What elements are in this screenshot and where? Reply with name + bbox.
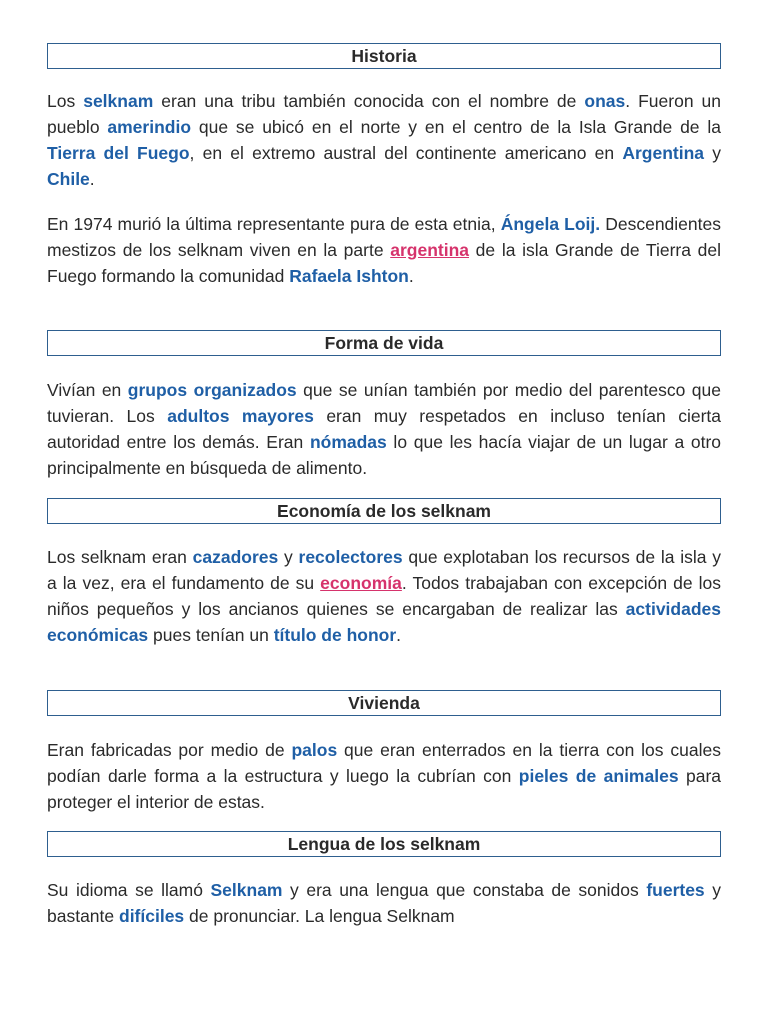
paragraph-historia-1: Los selknam eran una tribu también conocida con el nombre de onas. Fueron un pueblo amerindio que se ubicó en el norte y en el centro de la Isla Grande de la Tierra del Fuego, en el extremo austral del continente americano en Argentina y Chile.	[47, 91, 722, 189]
section-heading-vivienda: Vivienda	[47, 690, 721, 716]
paragraph-economia: Los selknam eran cazadores y recolectores que explotaban los recursos de la isla y a la vez, era el fundamento de su economía. Todos trabajaban con excepción de los niños pequeños y los ancianos quienes se encargaban de realizar las actividades económicas pues tenían un título de honor.	[47, 547, 721, 645]
highlight-term: amerindio	[107, 117, 192, 137]
highlight-term: grupos organizados	[127, 380, 297, 400]
highlight-term: adultos mayores	[167, 406, 314, 426]
highlight-term: onas	[584, 91, 626, 111]
paragraph-lengua: Su idioma se llamó Selknam y era una lengua que constaba de sonidos fuertes y bastante difíciles de pronunciar. La lengua Selknam	[47, 880, 721, 926]
paragraph-vivienda: Eran fabricadas por medio de palos que eran enterrados en la tierra con los cuales podían darle forma a la estructura y luego la cubrían con pieles de animales para proteger el interior de estas.	[47, 740, 722, 812]
highlight-term: selknam	[83, 91, 154, 111]
highlight-term: título de honor	[273, 625, 397, 645]
highlight-term: Chile	[47, 169, 90, 189]
section-heading-historia: Historia	[47, 43, 721, 69]
highlight-term: Argentina	[622, 143, 705, 163]
link-argentina[interactable]: argentina	[390, 240, 470, 260]
highlight-term: actividades económicas	[47, 599, 721, 645]
highlight-term: pieles de animales	[518, 766, 679, 786]
paragraph-historia-2: En 1974 murió la última representante pura de esta etnia, Ángela Loij. Descendientes mestizos de los selknam viven en la parte argentina de la isla Grande de Tierra del Fuego formando la comunidad Rafaela Ishton.	[47, 214, 721, 286]
section-heading-forma-de-vida: Forma de vida	[47, 330, 721, 356]
highlight-term: cazadores	[192, 547, 279, 567]
section-heading-economia: Economía de los selknam	[47, 498, 721, 524]
highlight-term: Rafaela Ishton	[289, 266, 409, 286]
highlight-term: difíciles	[119, 906, 185, 926]
highlight-term: nómadas	[309, 432, 387, 452]
highlight-term: fuertes	[646, 880, 705, 900]
section-heading-lengua: Lengua de los selknam	[47, 831, 721, 857]
highlight-term: Tierra del Fuego	[47, 143, 190, 163]
paragraph-forma-de-vida: Vivían en grupos organizados que se unían también por medio del parentesco que tuvieran. Los adultos mayores eran muy respetados en incluso tenían cierta autoridad entre los demás. Eran nómadas lo que les hacía viajar de un lugar a otro principalmente en búsqueda de alimento.	[47, 380, 722, 478]
link-economia[interactable]: economía	[320, 573, 402, 593]
highlight-term: Ángela Loij.	[500, 214, 601, 234]
highlight-term: palos	[291, 740, 338, 760]
highlight-term: Selknam	[210, 880, 283, 900]
highlight-term: recolectores	[298, 547, 403, 567]
